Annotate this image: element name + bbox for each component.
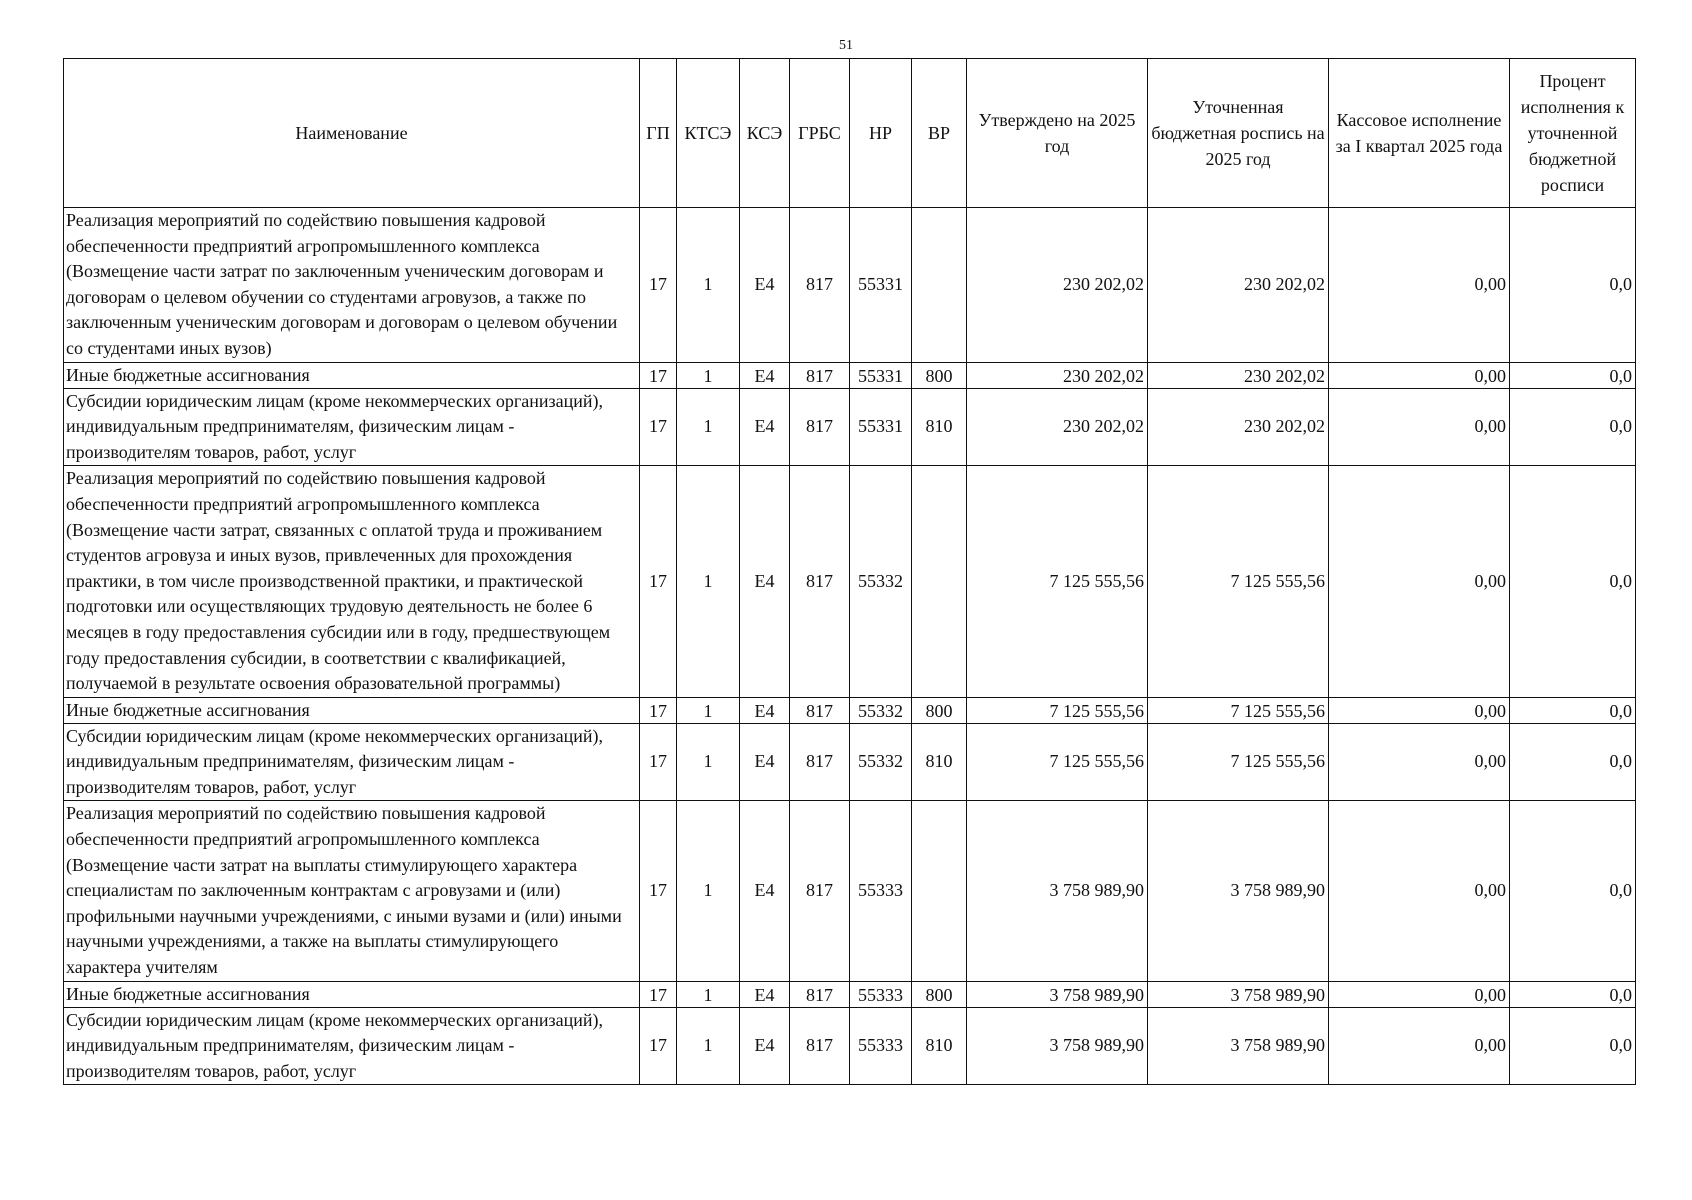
cell-refined: 3 758 989,90 (1148, 801, 1329, 981)
cell-grbs: 817 (790, 801, 850, 981)
table-row (64, 388, 1636, 466)
cell-kse: Е4 (740, 466, 790, 697)
table-row (64, 362, 1636, 388)
cell-kse: Е4 (740, 723, 790, 801)
cell-approved: 7 125 555,56 (967, 723, 1148, 801)
cell-grbs: 817 (790, 1007, 850, 1085)
cell-gp: 17 (640, 723, 677, 801)
cell-name: Иные бюджетные ассигнования (64, 697, 640, 723)
cell-percent: 0,0 (1510, 723, 1636, 801)
cell-ktse: 1 (677, 466, 740, 697)
cell-approved: 7 125 555,56 (967, 697, 1148, 723)
table-row (64, 801, 1636, 981)
cell-gp: 17 (640, 1007, 677, 1085)
cell-refined: 230 202,02 (1148, 208, 1329, 363)
cell-grbs: 817 (790, 981, 850, 1007)
cell-kse: Е4 (740, 981, 790, 1007)
cell-gp: 17 (640, 362, 677, 388)
cell-grbs: 817 (790, 723, 850, 801)
cell-ktse: 1 (677, 1007, 740, 1085)
cell-ktse: 1 (677, 362, 740, 388)
cell-name: Реализация мероприятий по содействию повышения кадровой обеспеченности предприятий агропромышленного комплекса (Возмещение части затрат на выплаты стимулирующего характера специалистам по заключенным контрактам с агровузами и (или) профильными научными учреждениями, с иными вузами и (или) иными научными учреждениями, а также на выплаты стимулирующего характера учителям (64, 801, 640, 981)
cell-ktse: 1 (677, 697, 740, 723)
cell-ktse: 1 (677, 801, 740, 981)
cell-refined: 3 758 989,90 (1148, 981, 1329, 1007)
page-number: 51 (839, 38, 853, 53)
cell-cash: 0,00 (1329, 1007, 1510, 1085)
cell-name: Субсидии юридическим лицам (кроме некоммерческих организаций), индивидуальным предпринимателям, физическим лицам - производителям товаров, работ, услуг (64, 723, 640, 801)
cell-name: Иные бюджетные ассигнования (64, 362, 640, 388)
cell-approved: 3 758 989,90 (967, 801, 1148, 981)
cell-cash: 0,00 (1329, 208, 1510, 363)
header-name: Наименование (64, 59, 640, 208)
cell-nr: 55332 (850, 723, 912, 801)
cell-refined: 7 125 555,56 (1148, 697, 1329, 723)
cell-ktse: 1 (677, 208, 740, 363)
cell-refined: 230 202,02 (1148, 362, 1329, 388)
cell-approved: 230 202,02 (967, 208, 1148, 363)
cell-kse: Е4 (740, 1007, 790, 1085)
cell-kse: Е4 (740, 362, 790, 388)
cell-vr (912, 466, 967, 697)
header-refined: Уточненная бюджетная роспись на 2025 год (1148, 59, 1329, 208)
table-row (64, 466, 1636, 697)
cell-vr: 800 (912, 697, 967, 723)
cell-vr: 810 (912, 388, 967, 466)
cell-ktse: 1 (677, 723, 740, 801)
cell-cash: 0,00 (1329, 388, 1510, 466)
cell-vr (912, 801, 967, 981)
cell-name: Субсидии юридическим лицам (кроме некоммерческих организаций), индивидуальным предпринимателям, физическим лицам - производителям товаров, работ, услуг (64, 388, 640, 466)
header-kse: КСЭ (740, 59, 790, 208)
budget-table (63, 58, 1636, 1085)
table-row (64, 208, 1636, 363)
header-gp: ГП (640, 59, 677, 208)
cell-gp: 17 (640, 466, 677, 697)
cell-nr: 55333 (850, 1007, 912, 1085)
header-approved: Утверждено на 2025 год (967, 59, 1148, 208)
cell-approved: 3 758 989,90 (967, 1007, 1148, 1085)
cell-refined: 3 758 989,90 (1148, 1007, 1329, 1085)
cell-name: Субсидии юридическим лицам (кроме некоммерческих организаций), индивидуальным предпринимателям, физическим лицам - производителям товаров, работ, услуг (64, 1007, 640, 1085)
header-vr: ВР (912, 59, 967, 208)
cell-grbs: 817 (790, 208, 850, 363)
cell-nr: 55331 (850, 208, 912, 363)
table-row (64, 1007, 1636, 1085)
cell-grbs: 817 (790, 697, 850, 723)
cell-kse: Е4 (740, 697, 790, 723)
table-row (64, 981, 1636, 1007)
cell-percent: 0,0 (1510, 981, 1636, 1007)
cell-kse: Е4 (740, 208, 790, 363)
header-grbs: ГРБС (790, 59, 850, 208)
cell-kse: Е4 (740, 388, 790, 466)
cell-vr: 810 (912, 1007, 967, 1085)
cell-approved: 230 202,02 (967, 362, 1148, 388)
cell-nr: 55333 (850, 801, 912, 981)
cell-name: Реализация мероприятий по содействию повышения кадровой обеспеченности предприятий агропромышленного комплекса (Возмещение части затрат, связанных с оплатой труда и проживанием студентов агровуза и иных вузов, привлеченных для прохождения практики, в том числе производственной практики, и практической подготовки или осуществляющих трудовую деятельность не более 6 месяцев в году предоставления субсидии или в году, предшествующем году предоставления субсидии, в соответствии с квалификацией, получаемой в результате освоения образовательной программы) (64, 466, 640, 697)
cell-refined: 7 125 555,56 (1148, 466, 1329, 697)
cell-percent: 0,0 (1510, 801, 1636, 981)
cell-ktse: 1 (677, 981, 740, 1007)
table-row (64, 697, 1636, 723)
cell-nr: 55332 (850, 697, 912, 723)
cell-name: Иные бюджетные ассигнования (64, 981, 640, 1007)
cell-nr: 55331 (850, 388, 912, 466)
cell-gp: 17 (640, 801, 677, 981)
cell-grbs: 817 (790, 466, 850, 697)
cell-percent: 0,0 (1510, 362, 1636, 388)
table-header-row (64, 59, 1636, 208)
cell-nr: 55332 (850, 466, 912, 697)
cell-gp: 17 (640, 697, 677, 723)
cell-ktse: 1 (677, 388, 740, 466)
cell-gp: 17 (640, 981, 677, 1007)
cell-grbs: 817 (790, 362, 850, 388)
cell-percent: 0,0 (1510, 1007, 1636, 1085)
table-row (64, 723, 1636, 801)
cell-vr: 810 (912, 723, 967, 801)
header-cash: Кассовое исполнение за I квартал 2025 года (1329, 59, 1510, 208)
header-nr: НР (850, 59, 912, 208)
cell-nr: 55331 (850, 362, 912, 388)
header-ktse: КТСЭ (677, 59, 740, 208)
header-percent: Процент исполнения к уточненной бюджетной росписи (1510, 59, 1636, 208)
cell-nr: 55333 (850, 981, 912, 1007)
cell-cash: 0,00 (1329, 981, 1510, 1007)
cell-name: Реализация мероприятий по содействию повышения кадровой обеспеченности предприятий агропромышленного комплекса (Возмещение части затрат по заключенным ученическим договорам и договорам о целевом обучении со студентами агровузов, а также по заключенным ученическим договорам и договорам о целевом обучении со студентами иных вузов) (64, 208, 640, 363)
cell-approved: 230 202,02 (967, 388, 1148, 466)
cell-percent: 0,0 (1510, 208, 1636, 363)
cell-vr: 800 (912, 362, 967, 388)
cell-approved: 7 125 555,56 (967, 466, 1148, 697)
cell-cash: 0,00 (1329, 697, 1510, 723)
cell-kse: Е4 (740, 801, 790, 981)
cell-percent: 0,0 (1510, 466, 1636, 697)
cell-refined: 7 125 555,56 (1148, 723, 1329, 801)
cell-percent: 0,0 (1510, 388, 1636, 466)
cell-vr: 800 (912, 981, 967, 1007)
cell-cash: 0,00 (1329, 723, 1510, 801)
cell-percent: 0,0 (1510, 697, 1636, 723)
cell-gp: 17 (640, 388, 677, 466)
cell-gp: 17 (640, 208, 677, 363)
cell-refined: 230 202,02 (1148, 388, 1329, 466)
cell-cash: 0,00 (1329, 362, 1510, 388)
cell-grbs: 817 (790, 388, 850, 466)
cell-cash: 0,00 (1329, 466, 1510, 697)
cell-vr (912, 208, 967, 363)
cell-approved: 3 758 989,90 (967, 981, 1148, 1007)
cell-cash: 0,00 (1329, 801, 1510, 981)
